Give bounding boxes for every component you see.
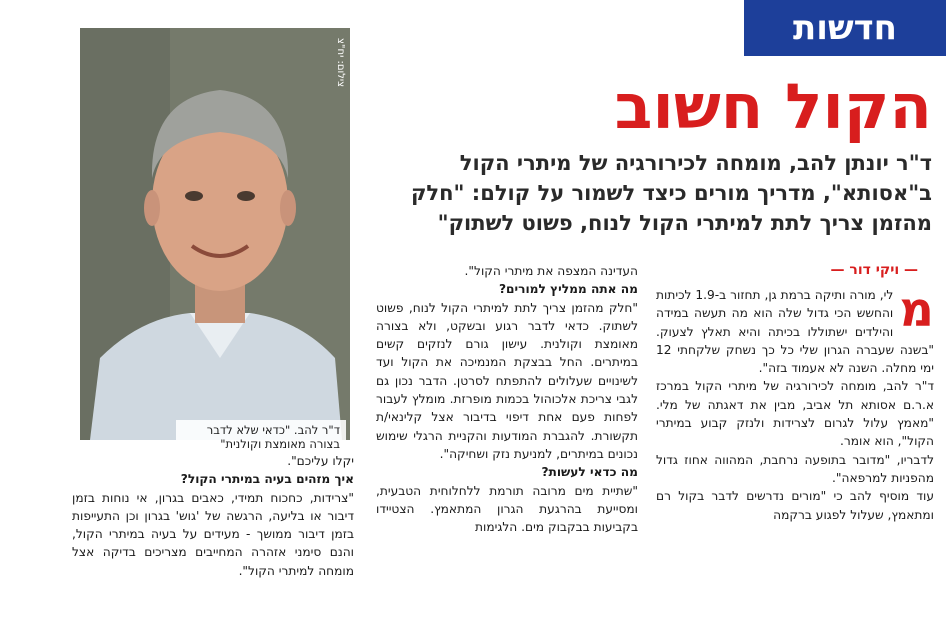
paragraph: לי, מורה ותיקה ברמת גן, תחזור ב-1.9 לכיתות והחשש הכי גדול שלה הוא מה תעשה במידה והילדים ישתוללו בכיתה והיא תאלץ לצעוק. "בשנה שעברה הגרון שלי כל כך נשחק שלקחתי 12 ימי מחלה. השנה לא אעמוד בזה". bbox=[656, 288, 934, 376]
byline: — ויקי דור — bbox=[830, 262, 918, 278]
paragraph: יקלו עליכם". bbox=[287, 454, 354, 468]
paragraph: לדבריו, "מדובר בתופעה נרחבת, המהווה אחוז גדול מהפניות למרפאה". bbox=[656, 452, 934, 485]
interview-question: מה אתה ממליץ למורים? bbox=[498, 282, 638, 297]
paragraph: "שתיית מים מרובה תורמת ללחלוחית הטבעית, ומסייעת בהרגעת הגרון המתאמץ. הצטיידו בקביעות בבקבוק מים. הלגימות bbox=[376, 483, 638, 535]
article-column-1 bbox=[656, 282, 934, 634]
paragraph: ד"ר להב, מומחה לכירורגיה של מיתרי הקול במרכז א.ר.ם אסותא תל אביב, מבין את דאגתה של מלי. "מאמץ עלול לגרום לצרידות ולנזק קבוע במיתרי הקול", הוא אומר. bbox=[656, 379, 934, 449]
interview-question: מה כדאי לעשות? bbox=[541, 465, 638, 480]
article-column-2 bbox=[376, 262, 638, 634]
paragraph: "צרידות, כחכוח תמידי, כאבים בגרון, אי נוחות בזמן דיבור או בליעה, הרגשה של 'גוש' בגרון וכן התעייפות בזמן דיבור ממושך - מעידים על בעיה במיתרי הקול, והנם סימני אזהרה המחייבים מצריכים בדיקה אצל מומחה למיתרי הקול". bbox=[72, 490, 354, 578]
interview-question: איך מזהים בעיה במיתרי הקול? bbox=[180, 472, 354, 487]
photo-caption: ד"ר להב. "כדאי שלא לדבר בצורה מאומצת וקולנית" bbox=[176, 420, 346, 464]
paragraph: "חלק מהזמן צריך לתת למיתרי הקול לנוח, פשוט לשתוק. כדאי לדבר רגוע ובשקט, ולא בצורה מאומצת וקולנית. עישון גורם לנזקים קשים במיתרים. החל בבצקת המנמיכה את הקול ועד לשינויים שעלולים להתפתח לסרטן. הדבר נכון גם לגבי צריכת אלכוהול בכמות מופרזת. מומלץ לעבור לפחות פעם אחת דיפוי בדיבור אצל קלינאי/ת תקשורת. להגברת המודעות והקניית הרגלי שימוש נכונים במיתרים, למניעת נזק ושחיקה". bbox=[376, 300, 638, 461]
headline: הקול חשוב bbox=[614, 70, 932, 143]
portrait-illustration bbox=[80, 28, 350, 440]
article-column-3 bbox=[72, 452, 354, 634]
subheadline: ד"ר יונתן להב, מומחה לכירורגיה של מיתרי הקול ב"אסותא", מדריך מורים כיצד לשמור על קולם: "חלק מהזמן צריך לתת למיתרי הקול לנוח, פשוט לשתוק" bbox=[410, 151, 932, 235]
photo-credit: צילום: יח"צ bbox=[335, 38, 346, 88]
paragraph: העדינה המצפה את מיתרי הקול". bbox=[464, 264, 638, 278]
drop-cap: מ bbox=[899, 282, 934, 338]
paragraph: עוד מוסיף להב כי "מורים נדרשים לדבר בקול רם ומתאמץ, שעלול לפגוע ברקמה bbox=[656, 489, 934, 522]
portrait-photo bbox=[80, 28, 350, 451]
section-tag: חדשות bbox=[744, 0, 946, 56]
